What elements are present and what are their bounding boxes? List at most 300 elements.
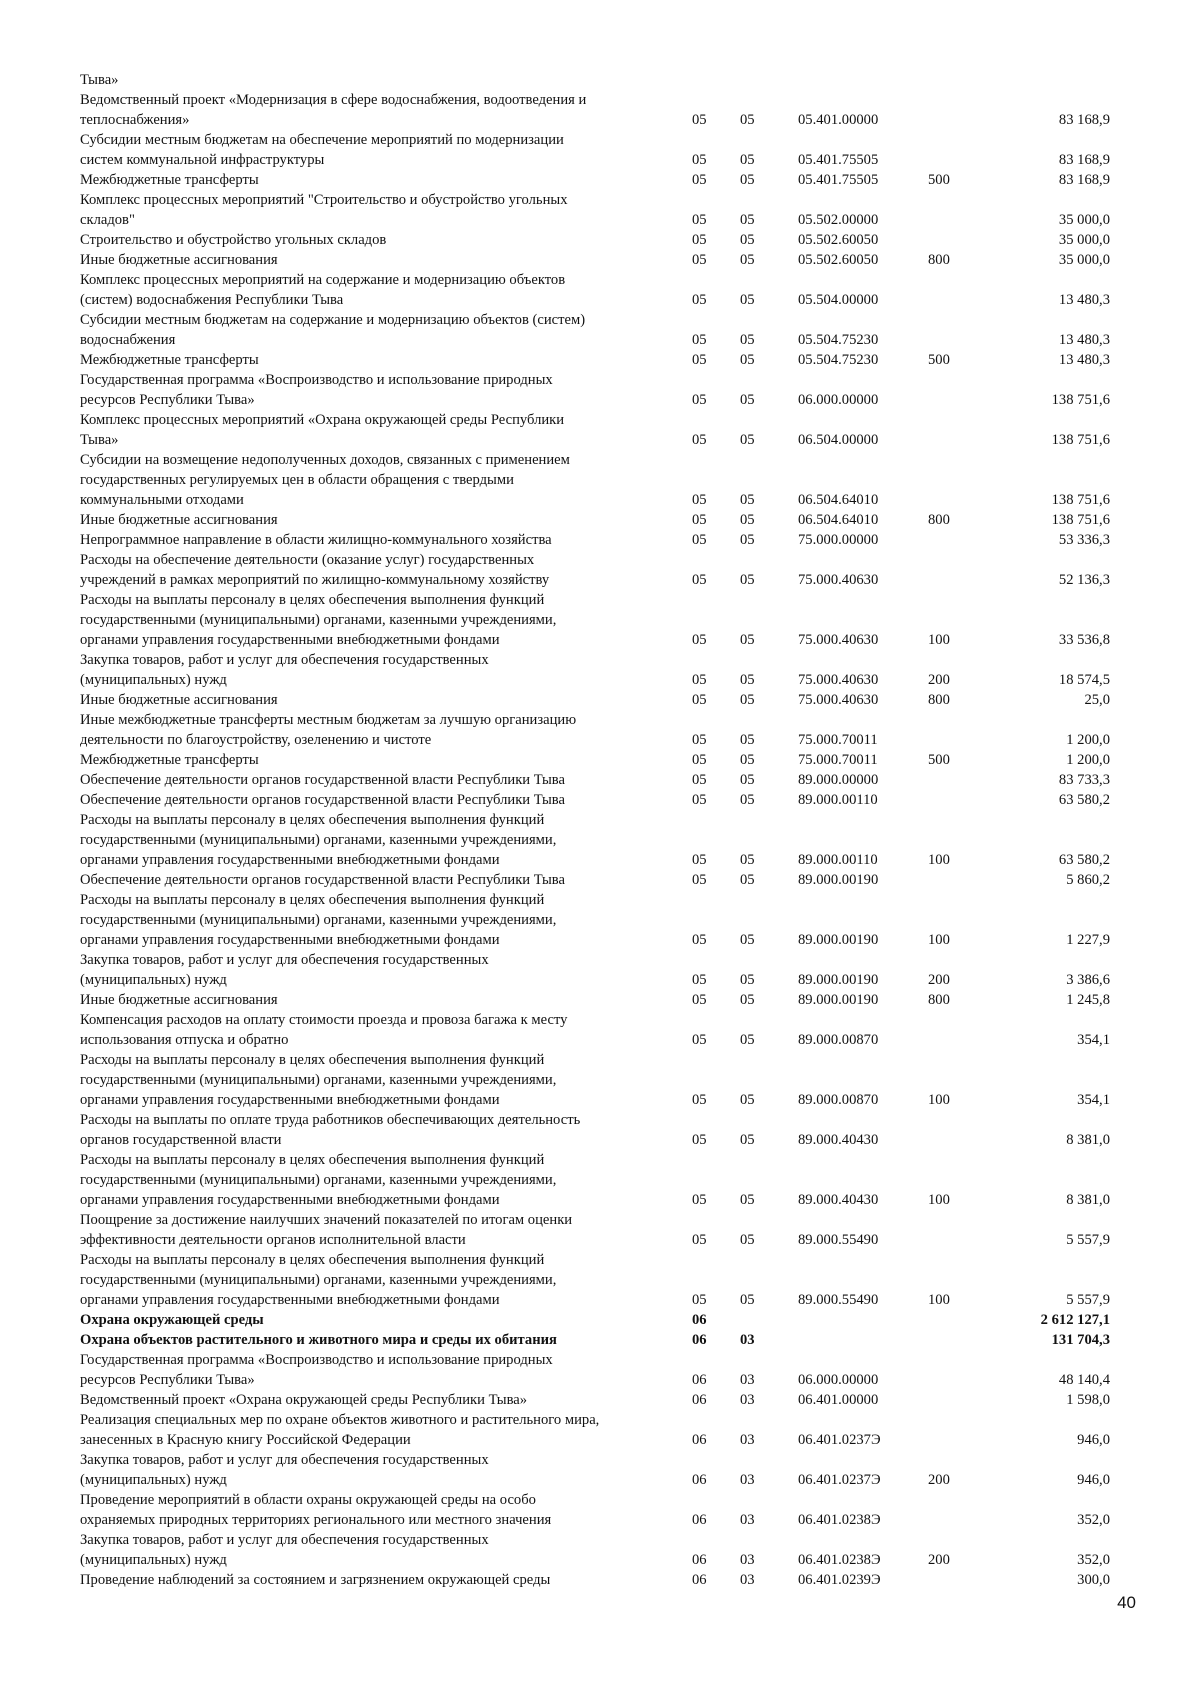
row-amount: 352,0 [1077, 1552, 1110, 1568]
row-name: Государственная программа «Воспроизводство и использование природных ресурсов Республики Тыва» [80, 372, 553, 408]
table-row [80, 1350, 1110, 1390]
row-expense-type-code [928, 1010, 990, 1050]
row-section-code: 05 [692, 1192, 707, 1208]
row-subsection-code: 05 [740, 672, 755, 688]
budget-table [80, 70, 1110, 1590]
table-row [80, 190, 1110, 230]
table-row [80, 350, 1110, 370]
row-target-article-code: 06.401.0237Э [798, 1432, 881, 1448]
row-expense-type-code [928, 130, 990, 170]
row-target-article-code: 06.504.64010 [798, 512, 879, 528]
row-subsection-code: 05 [740, 972, 755, 988]
row-amount: 1 598,0 [1066, 1392, 1110, 1408]
table-row [80, 1110, 1110, 1150]
row-expense-type-code [928, 270, 990, 310]
row-expense-type-code: 100 [928, 852, 950, 868]
row-amount: 5 557,9 [1066, 1292, 1110, 1308]
row-amount: 83 168,9 [1058, 112, 1110, 128]
row-subsection-code: 05 [740, 352, 755, 368]
row-subsection-code: 03 [740, 1472, 755, 1488]
row-name: Комплекс процессных мероприятий "Строительство и обустройство угольных складов" [80, 192, 568, 228]
row-name: Иные межбюджетные трансферты местным бюджетам за лучшую организацию деятельности по благоустройству, озеленению и чистоте [80, 712, 577, 748]
row-target-article-code: 75.000.40630 [798, 572, 879, 588]
table-row [80, 1390, 1110, 1410]
table-row [80, 90, 1110, 130]
row-expense-type-code: 500 [928, 172, 950, 188]
row-subsection-code: 05 [740, 532, 755, 548]
row-expense-type-code [928, 230, 990, 250]
row-subsection-code: 03 [740, 1552, 755, 1568]
table-row [80, 370, 1110, 410]
row-target-article-code: 05.504.00000 [798, 292, 879, 308]
row-expense-type-code [928, 190, 990, 230]
row-section-code: 05 [692, 872, 707, 888]
row-expense-type-code [928, 1390, 990, 1410]
row-section-code: 05 [692, 332, 707, 348]
row-amount: 2 612 127,1 [1040, 1312, 1110, 1328]
row-expense-type-code: 100 [928, 932, 950, 948]
row-subsection-code: 05 [740, 1232, 755, 1248]
row-expense-type-code: 100 [928, 1092, 950, 1108]
row-amount: 52 136,3 [1058, 572, 1110, 588]
row-name: Межбюджетные трансферты [80, 172, 259, 188]
row-section-code: 05 [692, 112, 707, 128]
row-amount: 83 733,3 [1058, 772, 1110, 788]
row-name: Субсидии на возмещение недополученных доходов, связанных с применением государственных регулируемых цен в области обращения с твердыми коммунальными отходами [80, 452, 570, 508]
row-name: Расходы на выплаты персоналу в целях обеспечения выполнения функций государственными (муниципальными) органами, казенными учреждениями, органами управления государственными внебюджетными фондами [80, 812, 557, 868]
table-row [80, 950, 1110, 990]
row-amount [990, 70, 1110, 90]
row-section-code: 05 [692, 352, 707, 368]
row-target-article-code: 05.401.00000 [798, 112, 879, 128]
row-expense-type-code [928, 1330, 990, 1350]
table-row [80, 890, 1110, 950]
row-subsection-code: 05 [740, 1092, 755, 1108]
row-name: Межбюджетные трансферты [80, 352, 259, 368]
row-name: Реализация специальных мер по охране объектов животного и растительного мира, занесенных в Красную книгу Российской Федерации [80, 1412, 600, 1448]
row-name: Обеспечение деятельности органов государственной власти Республики Тыва [80, 872, 565, 888]
row-name: Охрана окружающей среды [80, 1312, 264, 1328]
row-name: Комплекс процессных мероприятий на содержание и модернизацию объектов (систем) водоснабжения Республики Тыва [80, 272, 566, 308]
row-expense-type-code [928, 790, 990, 810]
row-subsection-code: 05 [740, 692, 755, 708]
row-target-article-code: 89.000.55490 [798, 1292, 879, 1308]
table-row [80, 1330, 1110, 1350]
row-target-article-code: 06.401.0239Э [798, 1572, 881, 1588]
row-subsection-code [740, 70, 798, 90]
table-row [80, 250, 1110, 270]
row-name: Закупка товаров, работ и услуг для обеспечения государственных (муниципальных) нужд [80, 952, 489, 988]
row-subsection-code: 05 [740, 1132, 755, 1148]
row-section-code: 05 [692, 292, 707, 308]
row-amount: 13 480,3 [1058, 332, 1110, 348]
row-subsection-code: 05 [740, 212, 755, 228]
row-expense-type-code: 200 [928, 1472, 950, 1488]
row-subsection-code: 05 [740, 732, 755, 748]
table-row [80, 1570, 1110, 1590]
row-target-article-code: 89.000.00110 [798, 792, 878, 808]
row-target-article-code: 06.401.0237Э [798, 1472, 881, 1488]
row-amount: 5 557,9 [1066, 1232, 1110, 1248]
row-amount: 138 751,6 [1051, 512, 1110, 528]
table-row [80, 1250, 1110, 1310]
row-subsection-code: 05 [740, 792, 755, 808]
row-name: Обеспечение деятельности органов государственной власти Республики Тыва [80, 772, 565, 788]
row-name: Закупка товаров, работ и услуг для обеспечения государственных (муниципальных) нужд [80, 652, 489, 688]
row-expense-type-code: 200 [928, 672, 950, 688]
table-row [80, 1210, 1110, 1250]
row-subsection-code: 05 [740, 852, 755, 868]
row-name: Проведение мероприятий в области охраны окружающей среды на особо охраняемых природных территориях регионального или местного значения [80, 1492, 552, 1528]
row-name: Расходы на выплаты персоналу в целях обеспечения выполнения функций государственными (муниципальными) органами, казенными учреждениями, органами управления государственными внебюджетными фондами [80, 1252, 557, 1308]
row-amount: 48 140,4 [1058, 1372, 1110, 1388]
row-target-article-code: 89.000.00190 [798, 972, 879, 988]
row-amount: 83 168,9 [1058, 172, 1110, 188]
row-target-article-code: 89.000.40430 [798, 1132, 879, 1148]
row-amount: 8 381,0 [1066, 1132, 1110, 1148]
row-target-article-code: 05.401.75505 [798, 172, 879, 188]
row-amount: 5 860,2 [1066, 872, 1110, 888]
row-section-code: 06 [692, 1552, 707, 1568]
row-amount: 138 751,6 [1051, 492, 1110, 508]
row-section-code: 06 [692, 1332, 707, 1348]
row-target-article-code: 06.504.00000 [798, 432, 879, 448]
row-expense-type-code [928, 1350, 990, 1390]
table-row [80, 1410, 1110, 1450]
row-amount: 13 480,3 [1058, 352, 1110, 368]
row-expense-type-code: 100 [928, 1192, 950, 1208]
row-section-code: 05 [692, 632, 707, 648]
row-target-article-code: 75.000.00000 [798, 532, 879, 548]
row-subsection-code: 05 [740, 632, 755, 648]
row-target-article-code: 89.000.40430 [798, 1192, 879, 1208]
row-name: Расходы на выплаты по оплате труда работников обеспечивающих деятельность органов государственной власти [80, 1112, 581, 1148]
row-name: Иные бюджетные ассигнования [80, 252, 278, 268]
row-target-article-code: 05.502.60050 [798, 232, 879, 248]
row-subsection-code: 05 [740, 152, 755, 168]
row-target-article-code: 75.000.40630 [798, 632, 879, 648]
table-row [80, 170, 1110, 190]
row-subsection-code: 05 [740, 112, 755, 128]
row-amount: 1 200,0 [1066, 752, 1110, 768]
row-amount: 354,1 [1077, 1032, 1110, 1048]
row-subsection-code: 05 [740, 872, 755, 888]
row-target-article-code: 06.504.64010 [798, 492, 879, 508]
row-expense-type-code [928, 410, 990, 450]
row-subsection-code: 05 [740, 492, 755, 508]
row-expense-type-code: 100 [928, 632, 950, 648]
row-name: Иные бюджетные ассигнования [80, 692, 278, 708]
row-section-code: 05 [692, 932, 707, 948]
row-name: Охрана объектов растительного и животного мира и среды их обитания [80, 1332, 557, 1348]
table-row [80, 410, 1110, 450]
table-row [80, 1450, 1110, 1490]
row-target-article-code: 06.401.0238Э [798, 1512, 881, 1528]
row-section-code: 05 [692, 1292, 707, 1308]
row-subsection-code: 05 [740, 292, 755, 308]
table-row [80, 870, 1110, 890]
row-subsection-code: 05 [740, 992, 755, 1008]
row-expense-type-code [928, 1110, 990, 1150]
row-target-article-code: 89.000.00870 [798, 1032, 879, 1048]
row-expense-type-code: 500 [928, 352, 950, 368]
row-amount: 35 000,0 [1058, 252, 1110, 268]
row-section-code: 05 [692, 1132, 707, 1148]
row-name: Проведение наблюдений за состоянием и загрязнением окружающей среды [80, 1572, 551, 1588]
table-row [80, 310, 1110, 350]
row-subsection-code: 05 [740, 432, 755, 448]
row-subsection-code: 05 [740, 1292, 755, 1308]
row-target-article-code: 89.000.55490 [798, 1232, 879, 1248]
row-subsection-code: 05 [740, 932, 755, 948]
row-section-code: 06 [692, 1392, 707, 1408]
row-section-code: 05 [692, 1232, 707, 1248]
row-section-code: 05 [692, 512, 707, 528]
row-target-article-code: 89.000.00190 [798, 992, 879, 1008]
table-body [80, 70, 1110, 1590]
row-amount: 35 000,0 [1058, 212, 1110, 228]
row-subsection-code: 05 [740, 512, 755, 528]
row-target-article-code: 89.000.00190 [798, 872, 879, 888]
row-target-article-code: 75.000.70011 [798, 732, 878, 748]
row-section-code: 05 [692, 672, 707, 688]
table-row [80, 650, 1110, 690]
row-amount: 13 480,3 [1058, 292, 1110, 308]
row-amount: 1 200,0 [1066, 732, 1110, 748]
table-row [80, 550, 1110, 590]
table-row [80, 1530, 1110, 1570]
row-name: Субсидии местным бюджетам на обеспечение мероприятий по модернизации систем коммунальной инфраструктуры [80, 132, 564, 168]
row-name: Ведомственный проект «Охрана окружающей среды Республики Тыва» [80, 1392, 528, 1408]
row-section-code: 06 [692, 1372, 707, 1388]
row-subsection-code [740, 1310, 798, 1330]
row-section-code: 05 [692, 572, 707, 588]
row-expense-type-code [928, 370, 990, 410]
row-name: Иные бюджетные ассигнования [80, 512, 278, 528]
table-row [80, 270, 1110, 310]
row-amount: 946,0 [1077, 1472, 1110, 1488]
row-name: Расходы на выплаты персоналу в целях обеспечения выполнения функций государственными (муниципальными) органами, казенными учреждениями, органами управления государственными внебюджетными фондами [80, 592, 557, 648]
table-row [80, 750, 1110, 770]
row-expense-type-code [928, 1410, 990, 1450]
row-subsection-code: 05 [740, 172, 755, 188]
row-subsection-code: 05 [740, 392, 755, 408]
row-subsection-code: 05 [740, 1032, 755, 1048]
table-row [80, 230, 1110, 250]
table-row [80, 770, 1110, 790]
row-expense-type-code [928, 710, 990, 750]
row-amount: 83 168,9 [1058, 152, 1110, 168]
row-amount: 352,0 [1077, 1512, 1110, 1528]
row-expense-type-code [928, 1490, 990, 1530]
row-expense-type-code: 200 [928, 1552, 950, 1568]
row-section-code: 06 [692, 1572, 707, 1588]
row-target-article-code [798, 1330, 928, 1350]
row-section-code: 05 [692, 852, 707, 868]
row-name: Иные бюджетные ассигнования [80, 992, 278, 1008]
row-name: Тыва» [80, 72, 119, 88]
row-amount: 33 536,8 [1058, 632, 1110, 648]
row-target-article-code: 06.401.00000 [798, 1392, 879, 1408]
row-name: Компенсация расходов на оплату стоимости проезда и провоза багажа к месту использования отпуска и обратно [80, 1012, 568, 1048]
table-row [80, 130, 1110, 170]
row-expense-type-code [928, 70, 990, 90]
row-expense-type-code: 100 [928, 1292, 950, 1308]
row-target-article-code: 05.401.75505 [798, 152, 879, 168]
row-subsection-code: 03 [740, 1372, 755, 1388]
row-target-article-code: 06.401.0238Э [798, 1552, 881, 1568]
row-name: Непрограммное направление в области жилищно-коммунального хозяйства [80, 532, 552, 548]
row-target-article-code: 89.000.00000 [798, 772, 879, 788]
table-row [80, 1150, 1110, 1210]
table-row [80, 510, 1110, 530]
row-section-code: 06 [692, 1312, 707, 1328]
row-name: Обеспечение деятельности органов государственной власти Республики Тыва [80, 792, 565, 808]
page-number: 40 [1117, 1593, 1136, 1612]
table-row [80, 590, 1110, 650]
row-section-code: 05 [692, 172, 707, 188]
row-amount: 946,0 [1077, 1432, 1110, 1448]
row-expense-type-code: 200 [928, 972, 950, 988]
row-name: Закупка товаров, работ и услуг для обеспечения государственных (муниципальных) нужд [80, 1532, 489, 1568]
row-amount: 8 381,0 [1066, 1192, 1110, 1208]
row-subsection-code: 05 [740, 772, 755, 788]
row-expense-type-code [928, 770, 990, 790]
row-target-article-code: 06.000.00000 [798, 1372, 879, 1388]
row-section-code: 05 [692, 792, 707, 808]
row-name: Ведомственный проект «Модернизация в сфере водоснабжения, водоотведения и теплоснабжения» [80, 92, 587, 128]
row-section-code: 05 [692, 152, 707, 168]
row-section-code: 05 [692, 992, 707, 1008]
row-section-code: 05 [692, 432, 707, 448]
row-section-code: 05 [692, 252, 707, 268]
row-target-article-code: 89.000.00870 [798, 1092, 879, 1108]
row-expense-type-code: 800 [928, 512, 950, 528]
row-section-code: 05 [692, 232, 707, 248]
row-amount: 18 574,5 [1058, 672, 1110, 688]
row-amount: 63 580,2 [1058, 852, 1110, 868]
table-row [80, 1490, 1110, 1530]
table-row [80, 690, 1110, 710]
row-expense-type-code [928, 310, 990, 350]
row-subsection-code: 05 [740, 232, 755, 248]
row-name: Государственная программа «Воспроизводство и использование природных ресурсов Республики Тыва» [80, 1352, 553, 1388]
table-row [80, 1310, 1110, 1330]
row-name: Комплекс процессных мероприятий «Охрана окружающей среды Республики Тыва» [80, 412, 565, 448]
row-section-code: 05 [692, 532, 707, 548]
row-section-code: 05 [692, 772, 707, 788]
table-row [80, 1050, 1110, 1110]
row-subsection-code: 03 [740, 1572, 755, 1588]
row-target-article-code: 05.504.75230 [798, 332, 879, 348]
row-section-code: 06 [692, 1512, 707, 1528]
table-row [80, 790, 1110, 810]
table-row [80, 710, 1110, 750]
row-amount: 354,1 [1077, 1092, 1110, 1108]
row-expense-type-code: 500 [928, 752, 950, 768]
row-section-code: 05 [692, 732, 707, 748]
row-amount: 53 336,3 [1058, 532, 1110, 548]
row-subsection-code: 05 [740, 752, 755, 768]
table-row [80, 530, 1110, 550]
row-name: Расходы на выплаты персоналу в целях обеспечения выполнения функций государственными (муниципальными) органами, казенными учреждениями, органами управления государственными внебюджетными фондами [80, 1152, 557, 1208]
row-target-article-code [798, 1310, 928, 1330]
table-row [80, 70, 1110, 90]
row-expense-type-code: 800 [928, 252, 950, 268]
table-row [80, 810, 1110, 870]
row-name: Строительство и обустройство угольных складов [80, 232, 387, 248]
row-subsection-code: 03 [740, 1512, 755, 1528]
row-expense-type-code [928, 1570, 990, 1590]
row-amount: 138 751,6 [1051, 392, 1110, 408]
row-subsection-code: 05 [740, 332, 755, 348]
row-section-code: 06 [692, 1432, 707, 1448]
row-name: Межбюджетные трансферты [80, 752, 259, 768]
row-target-article-code: 06.000.00000 [798, 392, 879, 408]
row-section-code: 05 [692, 392, 707, 408]
row-amount: 35 000,0 [1058, 232, 1110, 248]
row-name: Закупка товаров, работ и услуг для обеспечения государственных (муниципальных) нужд [80, 1452, 489, 1488]
row-section-code: 05 [692, 212, 707, 228]
row-expense-type-code [928, 550, 990, 590]
row-target-article-code: 89.000.00190 [798, 932, 879, 948]
row-section-code: 05 [692, 1092, 707, 1108]
row-expense-type-code [928, 450, 990, 510]
row-name: Расходы на выплаты персоналу в целях обеспечения выполнения функций государственными (муниципальными) органами, казенными учреждениями, органами управления государственными внебюджетными фондами [80, 1052, 557, 1108]
row-amount: 1 245,8 [1066, 992, 1110, 1008]
row-name: Субсидии местным бюджетам на содержание и модернизацию объектов (систем) водоснабжения [80, 312, 586, 348]
table-row [80, 1010, 1110, 1050]
row-subsection-code: 05 [740, 572, 755, 588]
row-amount: 3 386,6 [1066, 972, 1110, 988]
row-amount: 63 580,2 [1058, 792, 1110, 808]
row-target-article-code: 05.502.60050 [798, 252, 879, 268]
table-row [80, 990, 1110, 1010]
row-target-article-code: 75.000.40630 [798, 672, 879, 688]
row-expense-type-code [928, 1310, 990, 1330]
row-subsection-code: 03 [740, 1332, 755, 1348]
row-expense-type-code: 800 [928, 692, 950, 708]
row-subsection-code: 03 [740, 1432, 755, 1448]
row-amount: 138 751,6 [1051, 432, 1110, 448]
row-name: Расходы на обеспечение деятельности (оказание услуг) государственных учреждений в рамках мероприятий по жилищно-коммунальному хозяйству [80, 552, 550, 588]
row-subsection-code: 05 [740, 1192, 755, 1208]
row-expense-type-code [928, 870, 990, 890]
row-section-code: 05 [692, 692, 707, 708]
row-name: Расходы на выплаты персоналу в целях обеспечения выполнения функций государственными (муниципальными) органами, казенными учреждениями, органами управления государственными внебюджетными фондами [80, 892, 557, 948]
row-amount: 300,0 [1077, 1572, 1110, 1588]
row-section-code: 05 [692, 492, 707, 508]
row-amount: 1 227,9 [1066, 932, 1110, 948]
row-section-code: 05 [692, 972, 707, 988]
row-expense-type-code [928, 90, 990, 130]
row-target-article-code [798, 70, 928, 90]
row-name: Поощрение за достижение наилучших значений показателей по итогам оценки эффективности деятельности органов исполнительной власти [80, 1212, 573, 1248]
row-target-article-code: 75.000.70011 [798, 752, 878, 768]
row-amount: 131 704,3 [1051, 1332, 1110, 1348]
row-expense-type-code [928, 530, 990, 550]
row-target-article-code: 89.000.00110 [798, 852, 878, 868]
row-subsection-code: 05 [740, 252, 755, 268]
row-section-code: 05 [692, 752, 707, 768]
row-section-code: 06 [692, 1472, 707, 1488]
row-target-article-code: 05.504.75230 [798, 352, 879, 368]
row-subsection-code: 03 [740, 1392, 755, 1408]
row-target-article-code: 75.000.40630 [798, 692, 879, 708]
table-row [80, 450, 1110, 510]
row-section-code [692, 70, 740, 90]
row-target-article-code: 05.502.00000 [798, 212, 879, 228]
